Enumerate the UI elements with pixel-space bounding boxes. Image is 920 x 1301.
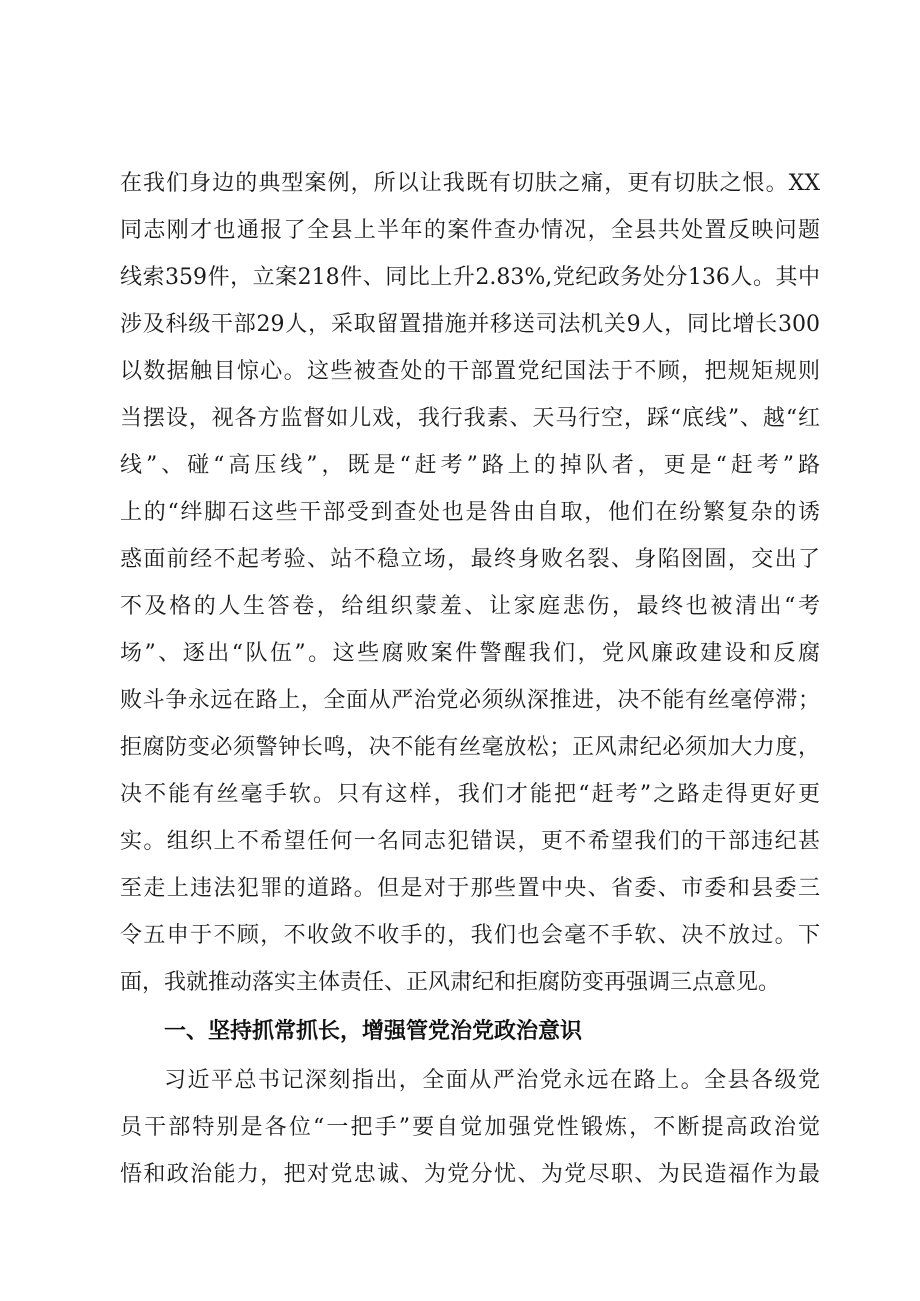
- body-text-line: 败斗争永远在路上，全面从严治党必须纵深推进，决不能有丝毫停滞；: [120, 688, 820, 713]
- body-text-line: 至走上违法犯罪的道路。但是对于那些置中央、省委、市委和县委三: [120, 876, 820, 901]
- body-text-line: 上的“绊脚石这些干部受到查处也是咎由自取，他们在纷繁复杂的诱: [120, 500, 820, 525]
- body-text-line: 令五申于不顾，不收敛不收手的，我们也会毫不手软、决不放过。下: [120, 923, 820, 948]
- body-text-line: 在我们身边的典型案例，所以让我既有切肤之痛，更有切肤之恨。XX: [120, 171, 820, 196]
- body-text-line: 不及格的人生答卷，给组织蒙羞、让家庭悲伤，最终也被清出“考: [120, 594, 820, 619]
- body-text-line: 习近平总书记深刻指出，全面从严治党永远在路上。全县各级党: [164, 1068, 820, 1093]
- body-text-line: 场”、逐出“队伍”。这些腐败案件警醒我们，党风廉政建设和反腐: [120, 641, 820, 666]
- body-text-line: 当摆设，视各方监督如儿戏，我行我素、天马行空，踩“底线”、越“红: [120, 406, 820, 431]
- body-text-line: 涉及科级干部29人，采取留置措施并移送司法机关9人，同比增长300: [120, 312, 820, 337]
- body-text-line: 悟和政治能力，把对党忠诚、为党分忧、为党尽职、为民造福作为最: [120, 1162, 820, 1187]
- body-text-line: 决不能有丝毫手软。只有这样，我们才能把“赶考”之路走得更好更: [120, 782, 820, 807]
- body-text-line: 面，我就推动落实主体责任、正风肃纪和拒腐防变再强调三点意见。: [120, 970, 781, 995]
- body-text-line: 以数据触目惊心。这些被查处的干部置党纪国法于不顾，把规矩规则: [120, 359, 820, 384]
- body-text-line: 实。组织上不希望任何一名同志犯错误，更不希望我们的干部违纪甚: [120, 829, 820, 854]
- section-heading: 一、坚持抓常抓长，增强管党治党政治意识: [164, 1019, 583, 1044]
- body-text-line: 同志刚才也通报了全县上半年的案件查办情况，全县共处置反映问题: [120, 218, 820, 243]
- body-text-line: 线索359件，立案218件、同比上升2.83%,党纪政务处分136人。其中: [120, 265, 820, 290]
- body-text-line: 惑面前经不起考验、站不稳立场，最终身败名裂、身陷囹圄，交出了: [120, 547, 820, 572]
- body-text-line: 员干部特别是各位“一把手”要自觉加强党性锻炼，不断提高政治觉: [120, 1115, 820, 1140]
- body-text-line: 线”、碰“高压线”，既是“赶考”路上的掉队者，更是“赶考”路: [120, 453, 820, 478]
- body-text-line: 拒腐防变必须警钟长鸣，决不能有丝毫放松；正风肃纪必须加大力度，: [120, 735, 820, 760]
